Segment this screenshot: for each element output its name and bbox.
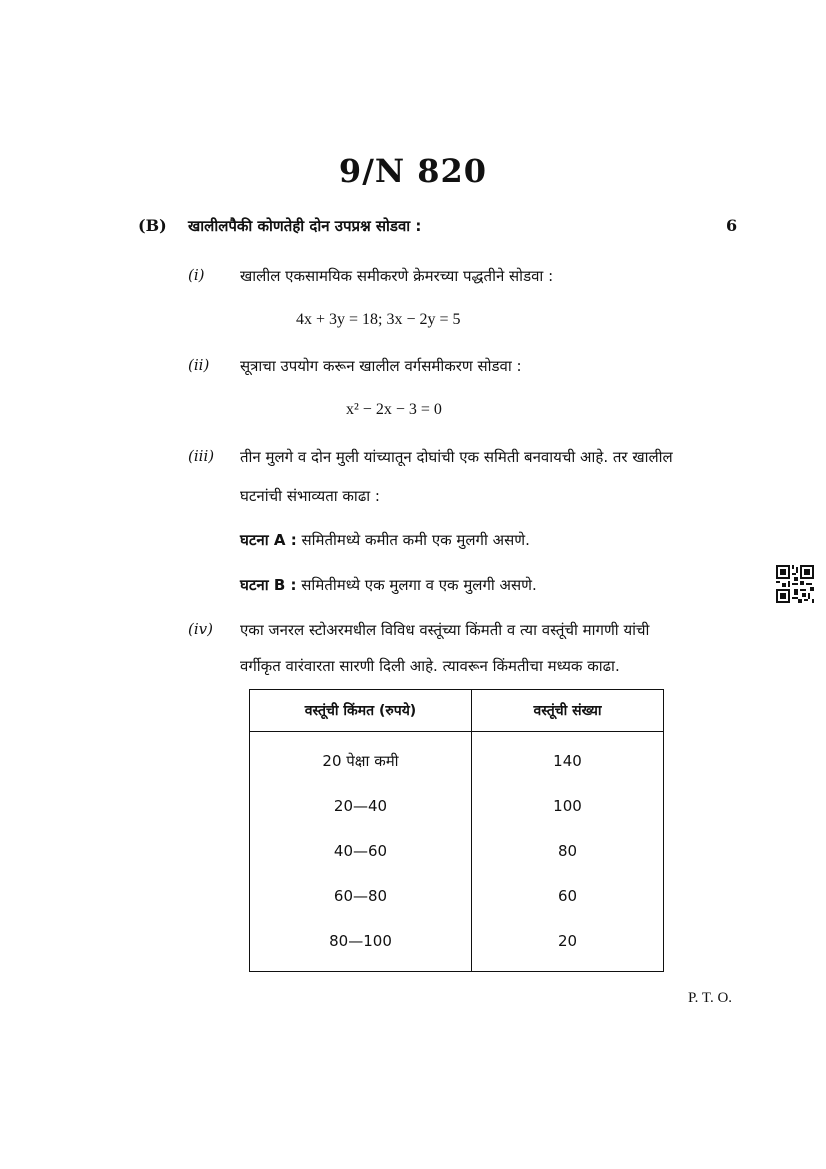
question-number-iii: (iii) [188,447,215,465]
question-number-ii: (ii) [188,356,210,374]
table-cell-price: 20 पेक्षा कमी [250,732,472,784]
qr-code-icon [776,565,814,603]
table-header-price: वस्तूंची किंमत (रुपये) [250,690,472,732]
page-turn-over: P. T. O. [688,990,733,1006]
table-cell-count: 100 [472,783,664,828]
page-title: 9/N 820 [338,152,488,190]
table-header-count: वस्तूंची संख्या [472,690,664,732]
event-b-text: समितीमध्ये एक मुलगा व एक मुलगी असणे. [301,576,537,594]
event-b-label: घटना B : [240,576,297,594]
event-b [240,575,537,595]
table-header-row [250,690,664,732]
question-text-iii-line1: तीन मुलगे व दोन मुली यांच्यातून दोघांची एक समिती बनवायची आहे. तर खालील [240,448,673,466]
event-a-label: घटना A : [240,531,297,549]
table-row [250,783,664,828]
question-text-i: खालील एकसामयिक समीकरणे क्रेमरच्या पद्धतीने सोडवा : [240,267,554,285]
table-row [250,918,664,972]
question-text-iv-line2: वर्गीकृत वारंवारता सारणी दिली आहे. त्यावरून किंमतीचा मध्यक काढा. [240,657,620,675]
table-cell-price: 20—40 [250,783,472,828]
table-cell-price: 80—100 [250,918,472,972]
table-row [250,828,664,873]
question-number-iv: (iv) [188,620,213,638]
table-cell-count: 60 [472,873,664,918]
table-cell-price: 60—80 [250,873,472,918]
table-cell-count: 20 [472,918,664,972]
equation-ii: x² − 2x − 3 = 0 [346,401,442,418]
table-cell-count: 80 [472,828,664,873]
table-cell-count: 140 [472,732,664,784]
section-instruction: खालीलपैकी कोणतेही दोन उपप्रश्न सोडवा : [188,217,422,235]
event-a-text: समितीमध्ये कमीत कमी एक मुलगी असणे. [301,531,530,549]
question-number-i: (i) [188,266,205,284]
section-label: (B) [138,216,167,235]
table-cell-price: 40—60 [250,828,472,873]
equation-i: 4x + 3y = 18; 3x − 2y = 5 [296,311,461,328]
table-row [250,873,664,918]
question-text-iv-line1: एका जनरल स्टोअरमधील विविध वस्तूंच्या किंमती व त्या वस्तूंची मागणी यांची [240,621,650,639]
frequency-table [249,689,664,972]
section-marks: 6 [726,216,738,235]
question-text-ii: सूत्राचा उपयोग करून खालील वर्गसमीकरण सोडवा : [240,357,522,375]
table-row [250,732,664,784]
event-a [240,530,530,550]
question-text-iii-line2: घटनांची संभाव्यता काढा : [240,487,380,505]
